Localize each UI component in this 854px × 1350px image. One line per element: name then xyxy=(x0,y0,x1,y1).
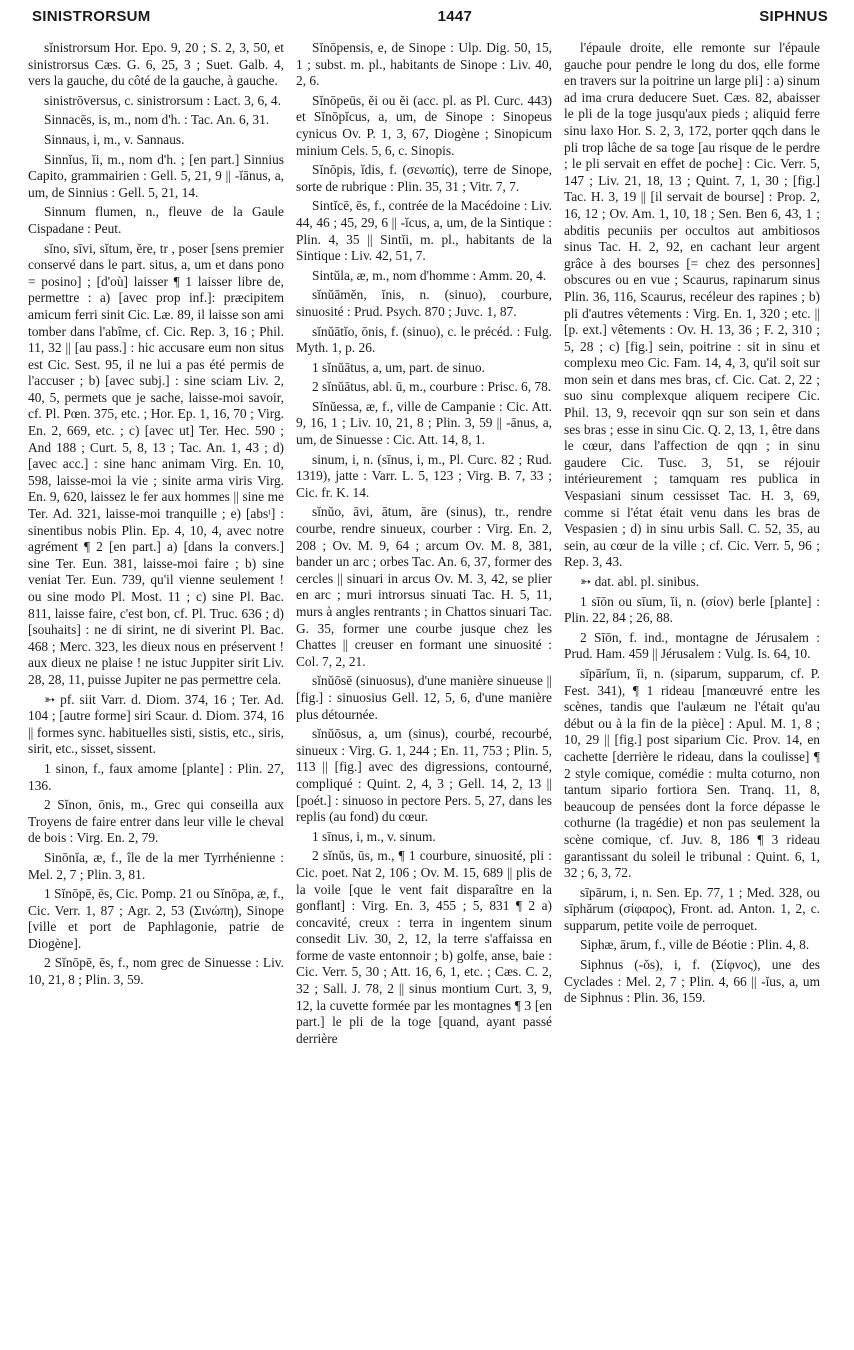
dictionary-entry: 1 sinon, f., faux amome [plante] : Plin. 27, 136. xyxy=(28,760,284,793)
dictionary-entry: sīpārum, i, n. Sen. Ep. 77, 1 ; Med. 328, ou sīphărum (σίφαρος), Front. ad. Anton. 1, 2, c. supparum, petite voile de perroquet. xyxy=(564,884,820,933)
dictionary-entry: sĭnŭo, āvi, ātum, āre (sinus), tr., rendre courbe, rendre sinueux, courber : Virg. En. 2, 208 ; Ov. M. 9, 64 ; arcum Ov. M. 8, 381, bander un arc ; orbes Tac. An. 6, 37, former des cercles || sinuari in arcus Ov. M. 3, 42, se plier en arc ; muri introrsus sinuati Tac. H. 5, 11, murs à angles rentrants ; in Chattos sinuari Tac. G. 35, former une courbe jusque chez les Chattes || creuser en formant une sinuosité : Col. 7, 2, 21. xyxy=(296,504,552,669)
header-right-guideword: SIPHNUS xyxy=(759,8,828,25)
columns xyxy=(28,40,834,1050)
dictionary-entry: sinistrōversus, c. sinistrorsum : Lact. 3, 6, 4. xyxy=(44,92,281,108)
column-1 xyxy=(28,40,284,1050)
dictionary-entry: sĭnŭātĭo, ōnis, f. (sinuo), c. le précéd. : Fulg. Myth. 1, p. 26. xyxy=(296,323,552,356)
header-left-guideword: SINISTRORSUM xyxy=(32,8,151,25)
dictionary-entry: Sĭnŭessa, æ, f., ville de Campanie : Cic. Att. 9, 16, 1 ; Liv. 10, 21, 8 ; Plin. 3, 59 || -ānus, a, um, de Sinuesse : Cic. Att. 14, 8, 1. xyxy=(296,398,552,448)
dictionary-entry: Siphæ, ārum, f., ville de Béotie : Plin. 4, 8. xyxy=(580,937,810,953)
dictionary-entry: 1 sĭnŭātus, a, um, part. de sinuo. xyxy=(312,359,485,375)
dictionary-entry: Sintŭla, æ, m., nom d'homme : Amm. 20, 4. xyxy=(312,267,547,283)
dictionary-entry: sĭnŭōsē (sinuosus), d'une manière sinueuse || [fig.] : sinuosius Gell. 12, 5, 6, d'une manière plus détournée. xyxy=(296,673,552,722)
dictionary-entry: Sĭnōpis, ĭdis, f. (σενωπίς), terre de Sinope, sorte de rubrique : Plin. 35, 31 ; Vitr. 7, 7. xyxy=(296,162,552,194)
dictionary-entry: Sinnĭus, ĭi, m., nom d'h. ; [en part.] Sinnius Capito, grammairien : Gell. 5, 21, 9 || -ĭānus, a, um, de Sinnius : Gell. 5, 21, 14. xyxy=(28,151,284,200)
dictionary-entry: ➳ pf. siit Varr. d. Diom. 374, 16 ; Ter. Ad. 104 ; [autre forme] siri Scaur. d. Diom. 374, 16 || formes sync. habituelles sisti, sistis, etc., siris, sirit, etc., sisset, sissent. xyxy=(28,691,284,757)
dictionary-entry: l'épaule droite, elle remonte sur l'épaule gauche pour pendre le long du dos, elle forme en travers sur la poitrine un large pli] : a) sinum ad ima crura deducere Suet. Cæs. 82, abaisser le pli de la toge jusqu'aux pieds ; aliquid ferre sinu laxo Hor. S. 2, 3, 172, porter qqch dans le pli trop lâche de sa toge [au risque de le perdre ; le pli servait en effet de poche] : Cic. Verr. 5, 147 ; Liv. 21, 18, 13 ; Quint. 7, 1, 30 ; [fig.] Tac. H. 3, 19 || [il servait de bourse] : Prop. 2, 16, 12 ; Ov. Am. 1, 10, 18 ; Sen. Ben 6, 43, 1 ; abditis pecuniis per occultos aut ambitiosos sinus Tac. H. 2, 92, en cachant leur argent grâce à des bourses [= chez des personnes] obscures ou en vue ; Scaurus, rapinarum sinus Plin. 36, 116, Scaurus, recéleur des rapines ; b) pli d'autres vêtements : Virg. En. 1, 320 ; etc. || [p. ext.] vêtements : Ov. H. 13, 36 ; F. 2, 310 ; 5, 28 ; c) [fig.] sein, poitrine : sit in sinu et complexu meo Cic. Fam. 14, 4, 3, qu'il soit sur mon sein et dans mes bras, cf. Cic. Cat. 2, 22 ; suo sinu complexque aliquem recipere Cic. Phil. 13, 9, recevoir qqn sur son sein et dans ses bras ; esse in sinu Cic. Q. 2, 13, 1, être dans le cœur, dans l'affection de qqn ; in sinu gaudere Cic. Tusc. 3, 51, se réjouir intérieurement ; tamquam res publica in Vespasiani sinum cessisset Tac. H. 3, 69, comme si l'état était venu dans les bras de Vespasien ; d) in sinu urbis Sall. C. 52, 35, au sein, au cœur de la ville ; cf. Cic. Verr. 5, 96 ; Rep. 3, 43. xyxy=(564,40,820,570)
dictionary-entry: 1 sīōn ou sīum, ĭi, n. (σίον) berle [plante] : Plin. 22, 84 ; 26, 88. xyxy=(564,593,820,626)
dictionary-entry: Siphnus (-ŏs), i, f. (Σίφνος), une des Cyclades : Mel. 2, 7 ; Plin. 4, 66 || -ĭus, a, um de Siphnus : Plin. 36, 159. xyxy=(564,957,820,1006)
dictionary-entry: Sĭnōpeūs, ĕi ou ĕi (acc. pl. as Pl. Curc. 443) et Sĭnōpĭcus, a, um, de Sinope : Sinopeus cynicus Ov. P. 1, 3, 67, Diogène ; Sinopicum minium Cels. 5, 6, c. Sinopis. xyxy=(296,92,552,158)
dictionary-entry: Sinnacēs, is, m., nom d'h. : Tac. An. 6, 31. xyxy=(44,112,270,128)
dictionary-entry: 2 Sīōn, f. ind., montagne de Jérusalem : Prud. Ham. 459 || Jérusalem : Vulg. Is. 64, 10. xyxy=(564,629,820,662)
dictionary-entry: sinum, i, n. (sīnus, i, m., Pl. Curc. 82 ; Rud. 1319), jatte : Varr. L. 5, 123 ; Virg. B. 7, 33 ; Cic. fr. K. 14. xyxy=(296,451,552,500)
dictionary-entry: ➳ dat. abl. pl. sinibus. xyxy=(580,574,700,589)
dictionary-entry: Sĭnōpensis, e, de Sinope : Ulp. Dig. 50, 15, 1 ; subst. m. pl., habitants de Sinope : Liv. 40, 2, 6. xyxy=(296,40,552,89)
dictionary-entry: 1 Sĭnōpē, ēs, Cic. Pomp. 21 ou Sĭnōpa, æ, f., Cic. Verr. 1, 87 ; Agr. 2, 53 (Σινώπη), Sinope [ville et port de Paphlagonie, patrie de Diogène]. xyxy=(28,886,284,951)
dictionary-entry: Sinnaus, i, m., v. Sannaus. xyxy=(44,131,185,147)
dictionary-entry: sĭnistrorsum Hor. Epo. 9, 20 ; S. 2, 3, 50, et sinistrorsus Cæs. G. 6, 25, 3 ; Suet. Galb. 4, vers la gauche, du côté de la gauche, à gauche. xyxy=(28,40,284,89)
dictionary-entry: sĭnŭōsus, a, um (sinus), courbé, recourbé, sinueux : Virg. G. 1, 244 ; En. 11, 753 ; Plin. 5, 113 || [fig.] avec des digressions, contourné, compliqué : Quint. 2, 4, 3 ; Gell. 14, 2, 13 || [poét.] : sinuoso in pectore Pers. 5, 27, dans les replis (au fond) du cœur. xyxy=(296,726,552,825)
running-header xyxy=(28,8,834,40)
dictionary-entry: sĭno, sīvi, sĭtum, ĕre, tr , poser [sens premier conservé dans le part. situs, a, um et dans pono = posino] ; [d'où] laisser ¶ 1 laisser libre de, permettre : a) [avec prop inf.]: præcipitem amicum ferri sinit Cic. Læ. 89, il laisse son ami tomber dans l'abîme, cf. Cic. Rep. 3, 16 ; Phil. 11, 32 || [au pass.] : hic accusare eum non situs est Cic. Sest. 95, il ne lui a pas été permis de l'accuser ; b) [avec subj.] : sine sciam Liv. 2, 40, 5, permets que je sache, laisse-moi savoir, cf. Pl. Pœn. 375, etc. ; Hor. Ep. 1, 16, 70 ; Virg. En. 2, 669, etc. ; c) [avec ut] Ter. Hec. 590 ; And 188 ; Curt. 5, 8, 13 ; Tac. An. 1, 43 ; d) [avec acc.] : sine hanc animam Virg. En. 10, 598, laisse-moi la vie ; sinite arma viris Virg. En. 9, 620, laissez le fer aux hommes || sine me Ter. Ad. 321, laisse-moi tranquille ; e) [absᵗ] : sinentibus nobis Plin. Ep. 4, 10, 4, avec notre agrément ¶ 2 [en part.] a) [dans la convers.] sine Ter. Eun. 381, laisse-moi faire ; b) sine veniat Ter. Eun. 739, qu'il vienne seulement ! ou sine modo Pl. Most. 11 ; c) sine Pl. Bac. 811, laisse faire, c'est bon, cf. Pl. Truc. 636 ; d) [souhaits] : ne di sirint, ne di siverint Pl. Bac. 468 ; Merc. 323, les dieux nous en préservent ! aux dieux ne plaise ! ne istuc Juppiter sirit Liv. 28, 28, 11, puisse Jupiter ne pas permettre cela. xyxy=(28,240,284,687)
dictionary-entry: 2 sĭnŭs, ūs, m., ¶ 1 courbure, sinuosité, pli : Cic. poet. Nat 2, 106 ; Ov. M. 15, 689 || plis de la voile [que le vent fait disparaître en la gonflant] : Virg. En. 3, 455 ; 5, 831 ¶ 2 a) concavité, creux : terra in ingentem sinum consedit Liv. 30, 2, 12, la terre s'affaissa en forme de vaste entonnoir ; b) golfe, anse, baie : Cic. Verr. 5, 30 ; Att. 16, 6, 1, etc. ; Cæs. C. 2, 32 ; Sall. J. 78, 2 || sinus montium Curt. 3, 9, 12, la cuvette formée par les montagnes ¶ 3 [en part.] le pli de la toge [quand, ayant passé derrière xyxy=(296,848,552,1046)
dictionary-entry: 2 sĭnŭātus, abl. ū, m., courbure : Prisc. 6, 78. xyxy=(312,379,552,395)
dictionary-entry: Sinōnĭa, æ, f., île de la mer Tyrrhénienne : Mel. 2, 7 ; Plin. 3, 81. xyxy=(28,849,284,882)
page-number: 1447 xyxy=(437,8,473,25)
dictionary-entry: sīpārĭum, ĭi, n. (siparum, supparum, cf. P. Fest. 341), ¶ 1 rideau [manœuvré entre les scènes, tandis que l'aulæum ne l'était qu'au début ou à la fin de la pièce] : Apul. M. 1, 8 ; 10, 29 || [fig.] post siparium Cic. Prov. 14, en cachette [derrière le rideau, dans la coulisse] ¶ 2 style comique, comédie : multa coturno, non tantum sipario fortiora Sen. Tranq. 11, 8, beaucoup de pensées dont la force dépasse le cothurne (la tragédie) et non pas seulement la scène comique, cf. Juv. 8, 186 ¶ 3 rideau garantissant du soleil le tribunal : Quint. 6, 1, 32 ; 6, 3, 72. xyxy=(564,665,820,881)
column-3 xyxy=(564,40,820,1050)
dictionary-entry: 1 sīnus, i, m., v. sinum. xyxy=(312,828,436,844)
dictionary-entry: 2 Sĭnōpē, ēs, f., nom grec de Sinuesse : Liv. 10, 21, 8 ; Plin. 3, 59. xyxy=(28,955,284,988)
dictionary-entry: Sintĭcē, ēs, f., contrée de la Macédoine : Liv. 44, 46 ; 45, 29, 6 || -ĭcus, a, um, de la Sintique : Plin. 4, 35 || Sintĭi, m. pl., habitants de la Sintique : Liv. 42, 51, 7. xyxy=(296,198,552,264)
dictionary-entry: 2 Sĭnon, ōnis, m., Grec qui conseilla aux Troyens de faire entrer dans leur ville le cheval de bois : Virg. En. 2, 79. xyxy=(28,797,284,846)
column-2 xyxy=(296,40,552,1050)
dictionary-entry: sĭnŭāmĕn, ĭnis, n. (sinuo), courbure, sinuosité : Prud. Psych. 870 ; Juvc. 1, 87. xyxy=(296,287,552,319)
dictionary-entry: Sinnum flumen, n., fleuve de la Gaule Cispadane : Peut. xyxy=(28,204,284,236)
